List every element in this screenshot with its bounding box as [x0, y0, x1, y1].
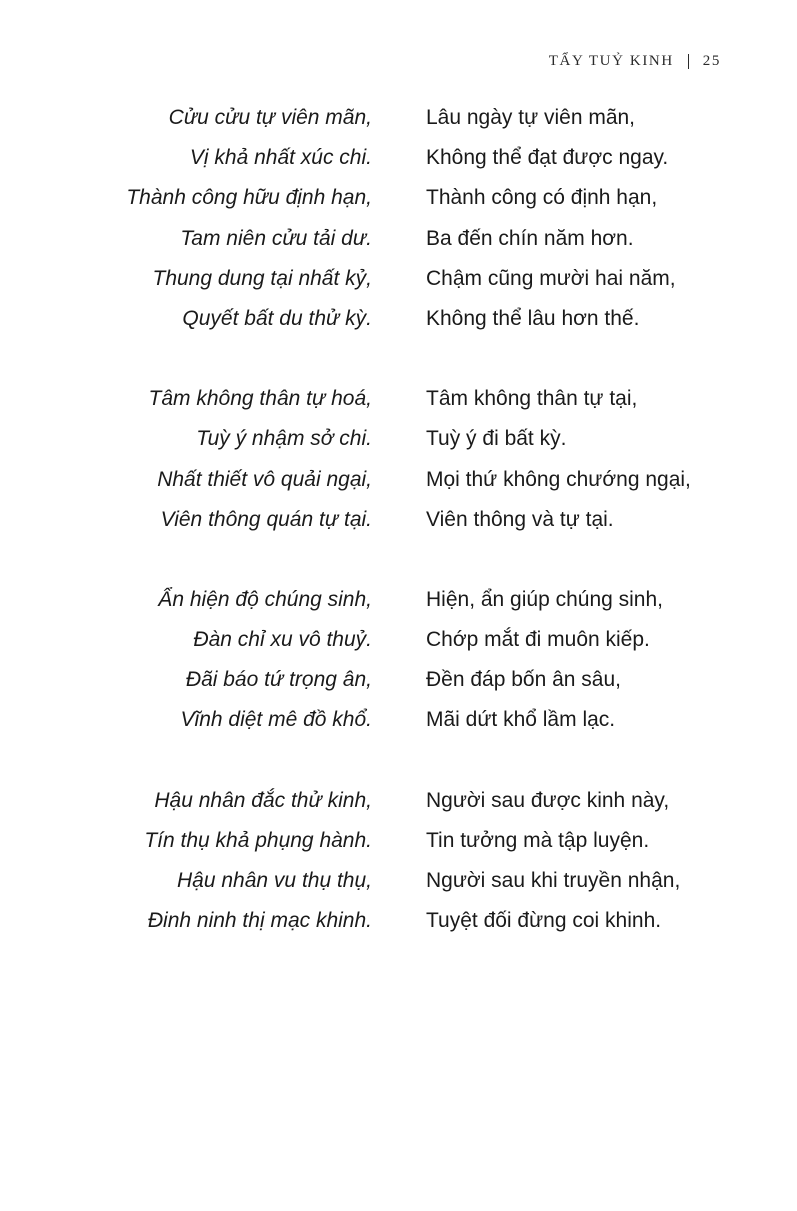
translated-verse: Ba đến chín năm hơn.: [426, 226, 634, 250]
translated-verse: Tin tưởng mà tập luyện.: [426, 828, 650, 852]
original-verse: Hậu nhân đắc thử kinh,: [154, 788, 372, 812]
translated-verse: Tuỳ ý đi bất kỳ.: [426, 427, 567, 451]
translated-verse: Tâm không thân tự tại,: [426, 387, 638, 411]
stanza-3: [0, 580, 797, 741]
verse-line: [0, 821, 797, 861]
original-verse: Cửu cửu tự viên mãn,: [168, 106, 372, 129]
original-verse: Vĩnh diệt mê đồ khổ.: [180, 708, 372, 732]
translated-verse: Viên thông và tự tại.: [426, 507, 614, 531]
translated-verse: Hiện, ẩn giúp chúng sinh,: [426, 587, 663, 611]
original-verse: Tâm không thân tự hoá,: [148, 387, 372, 411]
stanza-2: [0, 379, 797, 540]
verse-line: [0, 219, 797, 259]
original-verse: Thành công hữu định hạn,: [126, 186, 372, 210]
translated-verse: Mọi thứ không chướng ngại,: [426, 467, 691, 491]
translated-verse: Đền đáp bốn ân sâu,: [426, 668, 621, 692]
page-number: 25: [702, 52, 721, 69]
original-verse: Vị khả nhất xúc chi.: [189, 146, 372, 170]
verse-line: [0, 700, 797, 740]
verse-line: [0, 259, 797, 299]
translated-verse: Không thể lâu hơn thế.: [426, 306, 640, 330]
translated-verse: Lâu ngày tự viên mãn,: [426, 106, 636, 129]
original-verse: Ẩn hiện độ chúng sinh,: [158, 587, 372, 611]
original-verse: Đinh ninh thị mạc khinh.: [147, 909, 372, 933]
original-verse: Quyết bất du thử kỳ.: [182, 306, 372, 330]
verse-line: [0, 178, 797, 218]
translated-verse: Thành công có định hạn,: [426, 186, 658, 210]
verse-line: [0, 460, 797, 500]
verse-line: [0, 138, 797, 178]
original-verse: Đãi báo tứ trọng ân,: [185, 668, 372, 692]
verse-line: [0, 500, 797, 540]
original-verse: Tam niên cửu tải dư.: [180, 226, 372, 250]
original-verse: Hậu nhân vu thụ thụ,: [177, 869, 372, 892]
verse-line: [0, 620, 797, 660]
translated-verse: Người sau khi truyền nhận,: [426, 869, 681, 892]
translated-verse: Người sau được kinh này,: [426, 788, 670, 812]
original-verse: Nhất thiết vô quải ngại,: [157, 467, 372, 491]
original-verse: Thung dung tại nhất kỷ,: [152, 266, 372, 290]
original-verse: Đàn chỉ xu vô thuỷ.: [193, 628, 372, 652]
original-verse: Tín thụ khả phụng hành.: [144, 828, 372, 852]
original-verse: Tuỳ ý nhậm sở chi.: [196, 427, 372, 451]
verse-line: [0, 781, 797, 821]
translated-verse: Không thể đạt được ngay.: [426, 146, 669, 170]
running-header: [549, 51, 721, 71]
verse-line: [0, 379, 797, 419]
verse-line: [0, 299, 797, 339]
original-verse: Viên thông quán tự tại.: [160, 507, 372, 531]
verse-line: [0, 660, 797, 700]
verse-line: [0, 901, 797, 941]
translated-verse: Mãi dứt khổ lầm lạc.: [426, 708, 616, 732]
verse-line: [0, 419, 797, 459]
header-divider: [688, 54, 689, 69]
translated-verse: Tuyệt đối đừng coi khinh.: [426, 909, 662, 933]
translated-verse: Chậm cũng mười hai năm,: [426, 266, 676, 290]
verse-line: [0, 580, 797, 620]
poem: [0, 98, 797, 981]
verse-line: [0, 861, 797, 901]
verse-line: [0, 98, 797, 138]
stanza-4: [0, 781, 797, 942]
stanza-1: [0, 98, 797, 339]
translated-verse: Chớp mắt đi muôn kiếp.: [426, 628, 650, 652]
book-title: TẨY TUỶ KINH: [548, 52, 674, 69]
